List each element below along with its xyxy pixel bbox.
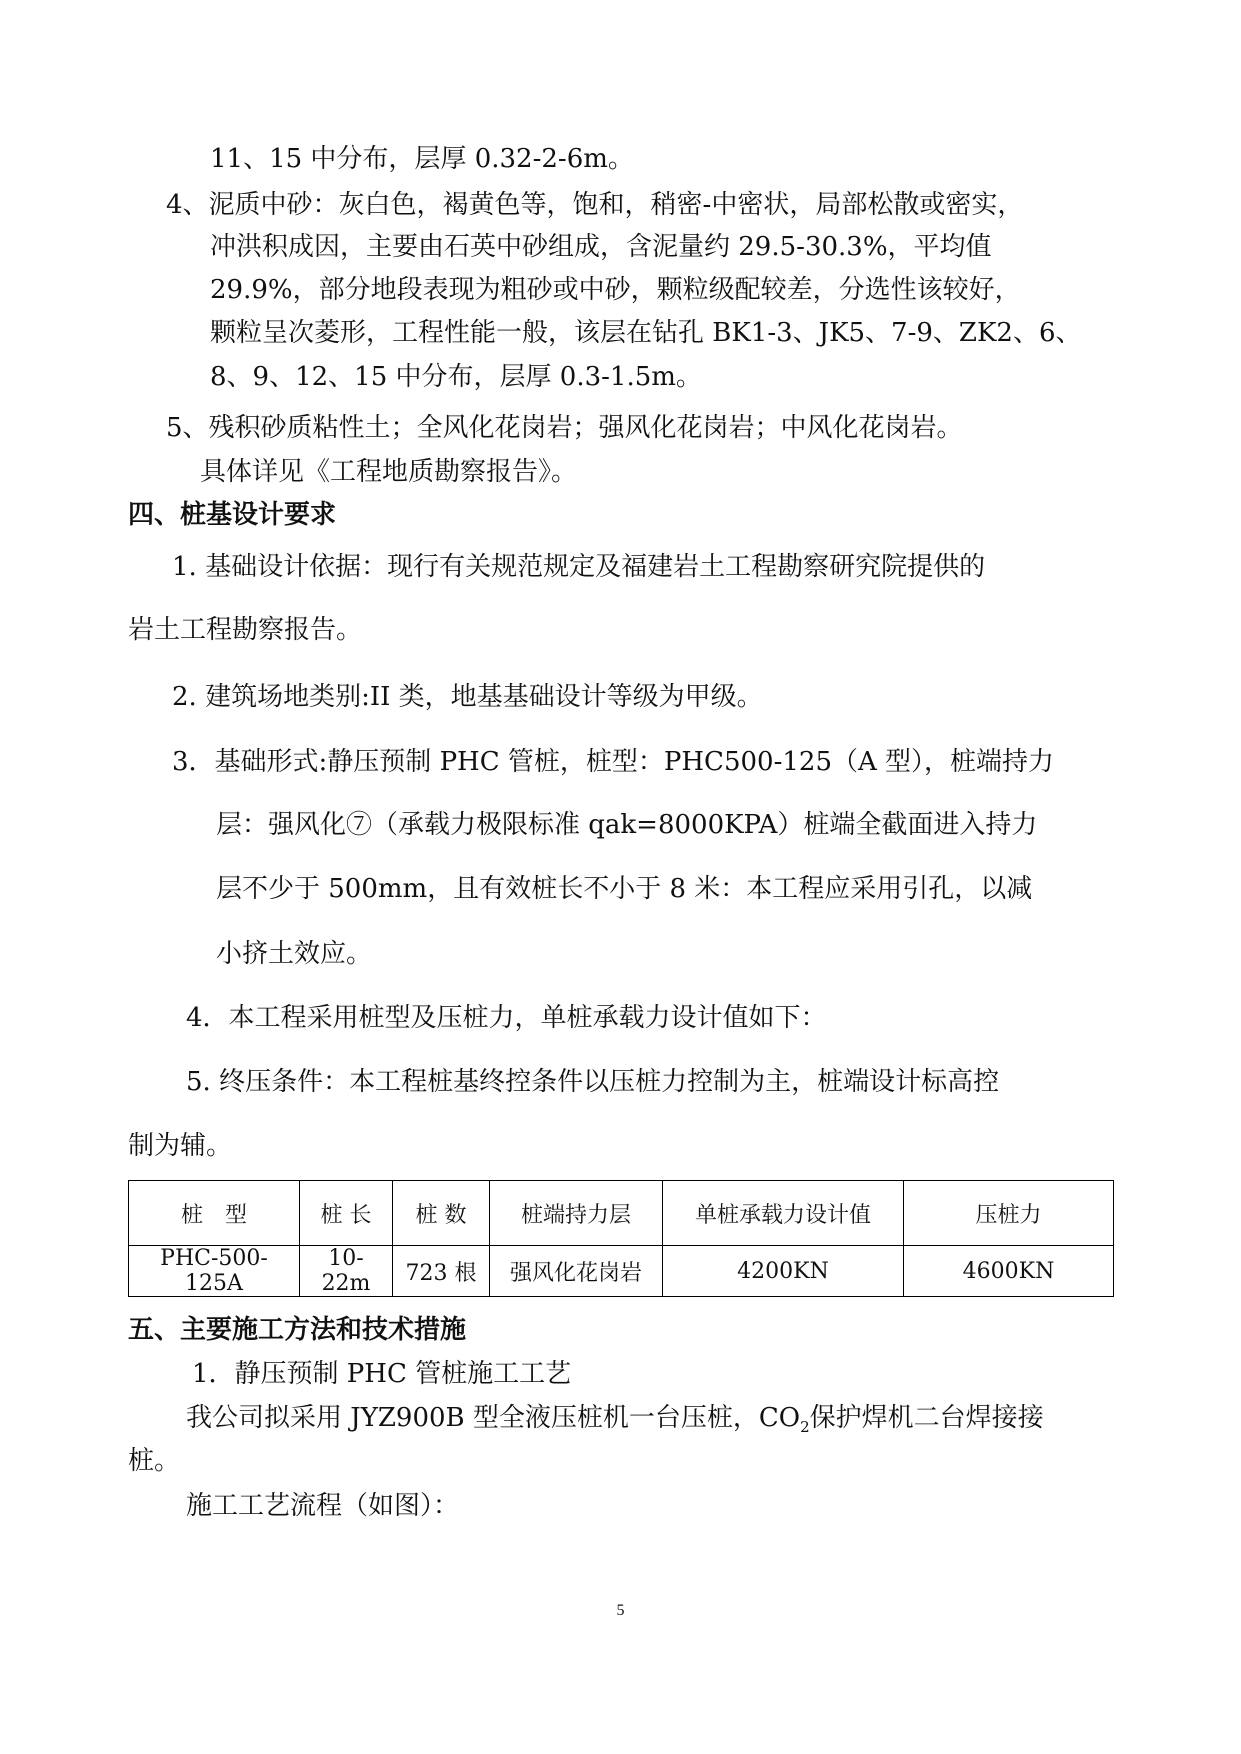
text-line: 施工工艺流程（如图）：: [186, 1491, 460, 1521]
text-fragment: 保护焊机二台焊接接: [809, 1403, 1044, 1433]
table-header-cell: 压桩力: [904, 1181, 1114, 1246]
table-cell: 10-22m: [300, 1246, 393, 1297]
text-line: 岩土工程勘察报告。: [128, 615, 363, 645]
text-line: 颗粒呈次菱形，工程性能一般，该层在钻孔 BK1-3、JK5、7-9、ZK2、6、: [210, 318, 1082, 348]
text-line: [186, 1401, 1044, 1444]
text-line: 1．静压预制 PHC 管桩施工工艺: [192, 1359, 572, 1389]
text-line: 1. 基础设计依据：现行有关规范规定及福建岩土工程勘察研究院提供的: [172, 552, 986, 582]
table-header-cell: 桩 长: [300, 1181, 393, 1246]
table-header-row: [129, 1181, 1114, 1246]
text-line: 5、残积砂质粘性土；全风化花岗岩；强风化花岗岩；中风化花岗岩。: [166, 413, 963, 443]
page-number: 5: [616, 1602, 625, 1619]
subscript: 2: [800, 1418, 810, 1437]
text-line: 8、9、12、15 中分布，层厚 0.3-1.5m。: [210, 362, 702, 392]
text-line: 4．本工程采用桩型及压桩力，单桩承载力设计值如下：: [186, 1003, 827, 1033]
table-header-cell: 桩 型: [129, 1181, 300, 1246]
table-cell: 强风化花岗岩: [490, 1246, 663, 1297]
text-line: 3．基础形式:静压预制 PHC 管桩，桩型：PHC500-125（A 型），桩端持力: [172, 747, 1055, 777]
text-line: 层：强风化⑦（承载力极限标准 qak=8000KPA）桩端全截面进入持力: [216, 810, 1038, 840]
table-header-cell: 桩端持力层: [490, 1181, 663, 1246]
text-line: 4、泥质中砂：灰白色，褐黄色等，饱和，稍密-中密状，局部松散或密实，: [166, 190, 1024, 220]
text-line: 11、15 中分布，层厚 0.32-2-6m。: [210, 144, 634, 174]
table-cell: 4600KN: [904, 1246, 1114, 1297]
table-row: [129, 1246, 1114, 1297]
table-cell: 4200KN: [663, 1246, 904, 1297]
table-header-cell: 桩 数: [393, 1181, 490, 1246]
table-cell: PHC-500-125A: [129, 1246, 300, 1297]
text-line: 2. 建筑场地类别:II 类，地基基础设计等级为甲级。: [172, 682, 763, 712]
text-line: 层不少于 500mm，且有效桩长不小于 8 米：本工程应采用引孔，以减: [216, 874, 1033, 904]
text-fragment: 我公司拟采用 JYZ900B 型全液压桩机一台压桩，CO: [186, 1403, 801, 1433]
text-line: 冲洪积成因，主要由石英中砂组成，含泥量约 29.5-30.3%，平均值: [210, 232, 992, 262]
section-heading: 四、桩基设计要求: [128, 500, 337, 530]
pile-spec-table: [128, 1180, 1114, 1297]
table-cell: 723 根: [393, 1246, 490, 1297]
text-line: 小挤土效应。: [216, 939, 373, 969]
table-header-cell: 单桩承载力设计值: [663, 1181, 904, 1246]
section-heading: 五、主要施工方法和技术措施: [128, 1315, 467, 1345]
text-line: 29.9%，部分地段表现为粗砂或中砂，颗粒级配较差，分选性该较好，: [210, 275, 1021, 305]
text-line: 5. 终压条件：本工程桩基终控条件以压桩力控制为主，桩端设计标高控: [186, 1067, 1000, 1097]
text-line: 具体详见《工程地质勘察报告》。: [200, 457, 578, 487]
text-line: 制为辅。: [128, 1131, 233, 1161]
text-line: 桩。: [128, 1446, 181, 1476]
